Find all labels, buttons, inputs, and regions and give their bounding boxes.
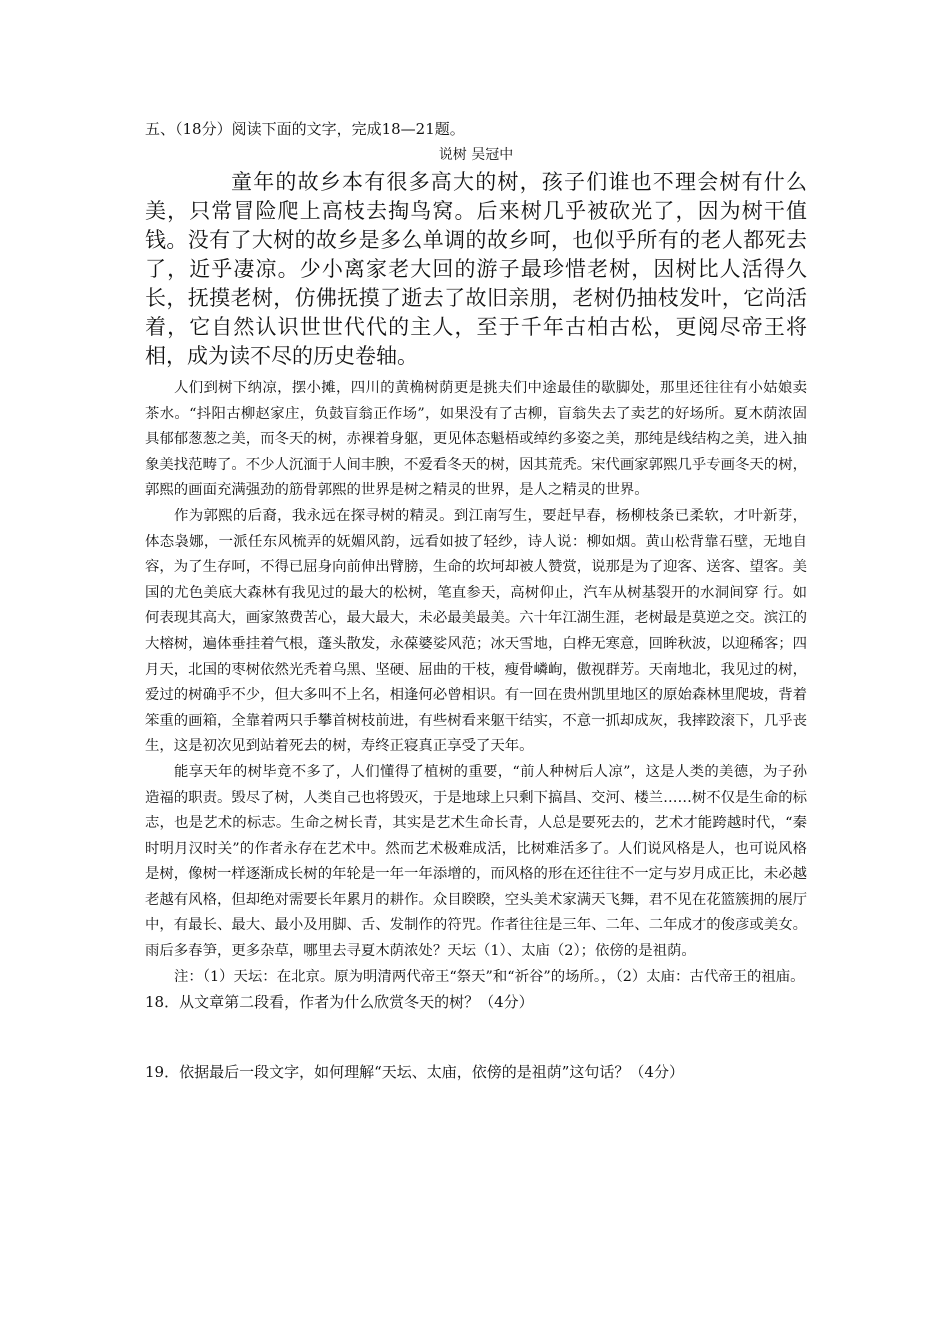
paragraph-3: 作为郭熙的后裔，我永远在探寻树的精灵。到江南写生，要赶早春，杨柳枝条已柔软，才叶新芽，体态袅娜，一派任东风梳弄的妩媚风韵，远看如披了轻纱，诗人说：柳如烟。黄山松背靠石壁，无地自容，为了生存呵，不得已屈身向前伸出臂膀，生命的坎坷却被人赞赏，说那是为了迎客、送客、望客。美国的尤色美底大森林有我见过的最大的松树，笔直参天，高树仰止，汽车从树基裂开的水洞间穿 行。如何表现其高大，画家煞费苦心，最大最大，未必最美最美。六十年江湖生涯，老树最是莫逆之交。滨江的大榕树，遍体垂挂着气根，蓬头散发，永葆婆娑风范；冰天雪地，白桦无寒意，回眸秋波，以迎稀客；四月天，北国的枣树依然光秃着乌黑、坚硬、屈曲的干枝，瘦骨嶙峋，傲视群芳。天南地北，我见过的树，爱过的树确乎不少，但大多叫不上名，相逢何必曾相识。有一回在贵州凯里地区的原始森林里爬坡，背着笨重的画箱，全靠着两只手攀首树枝前进，有些树看来躯干结实，不意一抓却成灰，我摔跤滚下，几乎丧生，这是初次见到站着死去的树，寿终正寝真正享受了天年。 [145,507,807,755]
footnote: 注：（1）天坛：在北京。原为明清两代帝王“祭天”和“祈谷”的场所。，（2）太庙：古代帝王的祖庙。 [174,968,805,985]
section-heading: 五、（18分）阅读下面的文字，完成18—21题。 [145,120,465,138]
paragraph-2: 人们到树下纳凉，摆小摊，四川的黄桷树荫更是挑夫们中途最佳的歇脚处，那里还往往有小姑娘卖茶水。“抖阳古柳赵家庄，负鼓盲翁正作场”，如果没有了古柳，盲翁失去了卖艺的好场所。夏木荫浓固具郁郁葱葱之美，而冬天的树，赤裸着身躯，更见体态魁梧或绰约多姿之美，那纯是线结构之美，进入抽象美找范畴了。不少人沉湎于人间丰腴，不爱看冬天的树，因其荒秃。宋代画家郭熙几乎专画冬天的树，郭熙的画面充满强劲的筋骨郭熙的世界是树之精灵的世界，是人之精灵的世界。 [145,380,807,499]
document-page [145,118,807,1084]
question-18: 18．从文章第二段看，作者为什么欣赏冬天的树？（4分） [145,993,534,1012]
paragraph-4: 能享天年的树毕竟不多了，人们懂得了植树的重要，“前人种树后人凉”，这是人类的美德，为子孙造福的职责。毁尽了树，人类自己也将毁灭，于是地球上只剩下搞昌、交河、楼兰……树不仅是生命的标志，也是艺术的标志。生命之树长青，其实是艺术生命长青，人总是要死去的，艺术才能跨越时代，“秦时明月汉时关”的作者永存在艺术中。然而艺术极难成活，比树难活多了。人们说风格是人，也可说风格是树，像树一样逐渐成长树的年轮是一年一年添增的，而风格的形在还往往不一定与岁月成正比，未必越老越有风格，但却绝对需要长年累月的耕作。众目睽睽，空头美术家满天飞舞，君不见在花篮簇拥的展厅中，有最长、最大、最小及用脚、舌、发制作的符咒。作者往往是三年、二年、二年成才的俊彦或美女。雨后多春笋，更多杂草，哪里去寻夏木荫浓处？天坛（1）、太庙（2）；依傍的是祖荫。 [145,763,807,960]
lead-paragraph: 童年的故乡本有很多高大的树，孩子们谁也不理会树有什么美，只常冒险爬上高枝去掏鸟窝。后来树几乎被砍光了，因为树干值钱。没有了大树的故乡是多么单调的故乡呵，也似乎所有的老人都死去了，近乎凄凉。少小离家老大回的游子最珍惜老树，因树比人活得久长，抚摸老树，仿佛抚摸了逝去了故旧亲朋，老树仍抽枝发叶，它尚活着，它自然认识世世代代的主人，至于千年古柏古松，更阅尽帝王将相，成为读不尽的历史卷轴。 [145,170,807,368]
article-title: 说树 吴冠中 [438,147,514,163]
question-19: 19．依据最后一段文字，如何理解“天坛、太庙，依傍的是祖荫”这句话？（4分） [145,1063,684,1082]
